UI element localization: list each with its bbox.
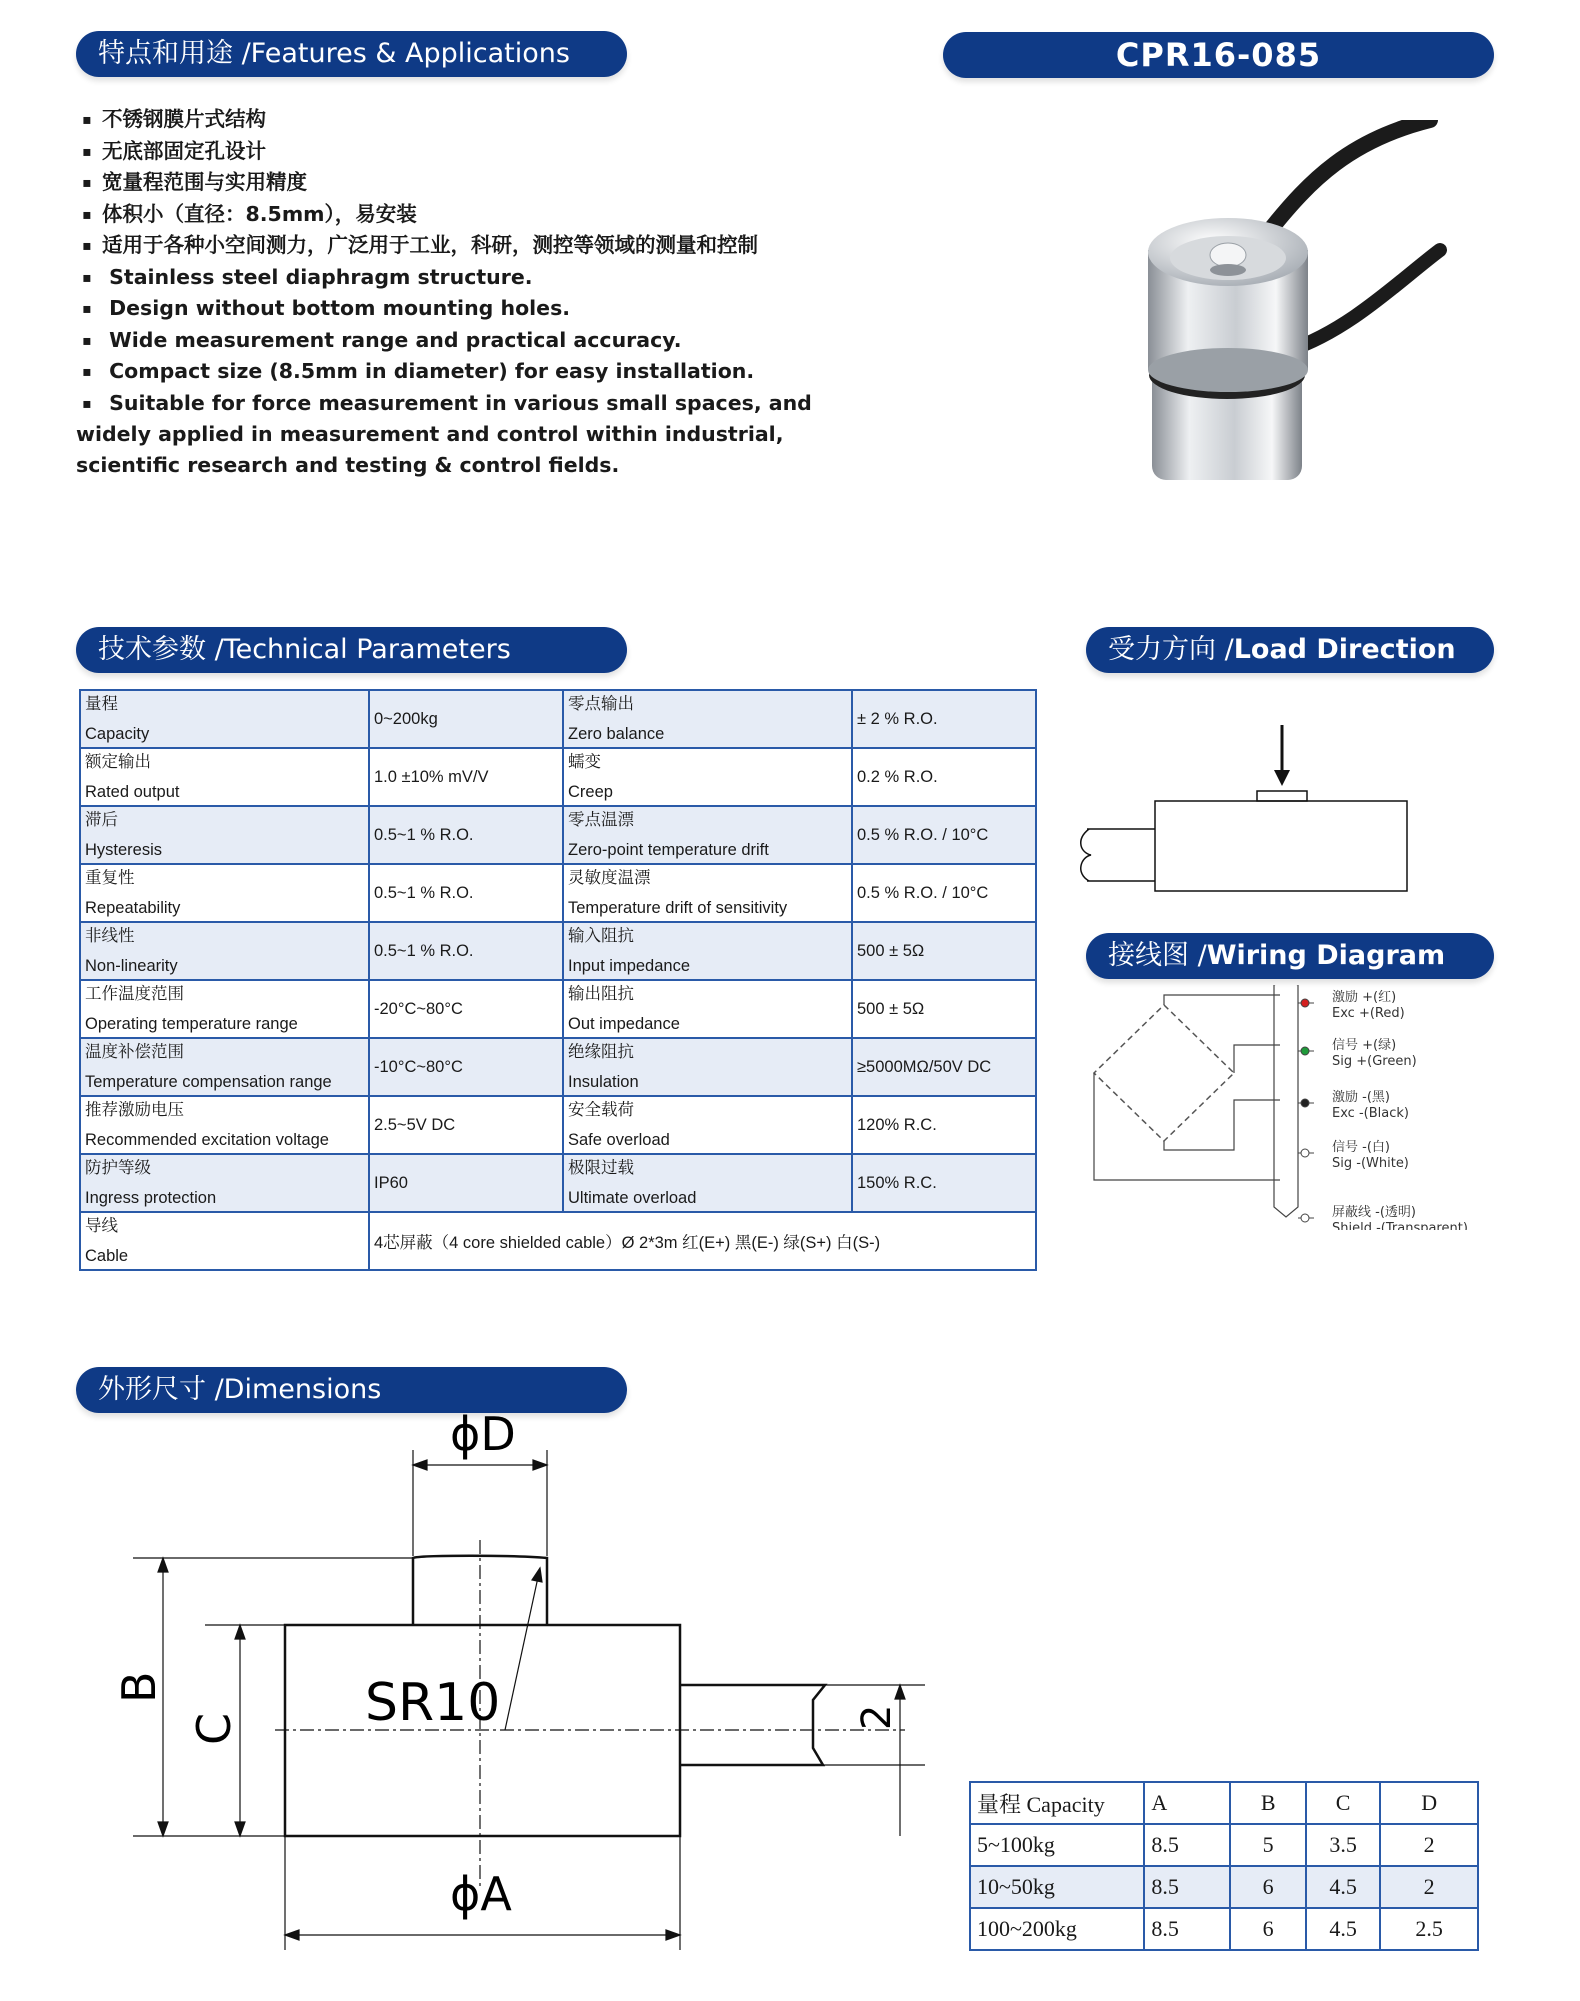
param-row-cable bbox=[80, 1212, 1036, 1270]
feature-item: ▪ Stainless steel diaphragm structure. bbox=[76, 262, 836, 294]
param-value: 4芯屏蔽（4 core shielded cable）Ø 2*3m 红(E+) 黑(E-) 绿(S+) 白(S-) bbox=[369, 1212, 1036, 1270]
dims-cell: 2.5 bbox=[1380, 1908, 1478, 1950]
param-row bbox=[80, 806, 1036, 864]
dims-header-cell: D bbox=[1380, 1782, 1478, 1824]
b-label: B bbox=[112, 1671, 166, 1703]
param-row bbox=[80, 1038, 1036, 1096]
param-row bbox=[80, 864, 1036, 922]
param-row bbox=[80, 980, 1036, 1038]
param-label: 安全载荷 Safe overload bbox=[563, 1096, 852, 1154]
param-row bbox=[80, 922, 1036, 980]
param-value: -10°C~80°C bbox=[369, 1038, 563, 1096]
param-row bbox=[80, 1096, 1036, 1154]
dims-header-row bbox=[970, 1782, 1478, 1824]
param-row bbox=[80, 748, 1036, 806]
param-value: 0.5~1 % R.O. bbox=[369, 806, 563, 864]
params-title: 技术参数 /Technical Parameters bbox=[76, 627, 627, 673]
dims-cell: 6 bbox=[1230, 1908, 1305, 1950]
dimensions-title: 外形尺寸 /Dimensions bbox=[76, 1367, 627, 1413]
wire-label-en: Sig -(White) bbox=[1332, 1156, 1409, 1171]
feature-item: ▪ Compact size (8.5mm in diameter) for easy installation. bbox=[76, 356, 836, 388]
product-photo bbox=[1120, 120, 1450, 500]
wiring-title: 接线图 /Wiring Diagram bbox=[1086, 933, 1494, 979]
dims-row bbox=[970, 1908, 1478, 1950]
dims-cell: 4.5 bbox=[1306, 1908, 1380, 1950]
sr-label: SR10 bbox=[365, 1673, 501, 1733]
wire-label-zh: 激励 -(黑) bbox=[1332, 1090, 1390, 1105]
param-label: 量程 Capacity bbox=[80, 690, 369, 748]
param-label: 蠕变 Creep bbox=[563, 748, 852, 806]
param-value: 120% R.C. bbox=[852, 1096, 1036, 1154]
param-value: 0.5~1 % R.O. bbox=[369, 922, 563, 980]
param-label: 推荐激励电压 Recommended excitation voltage bbox=[80, 1096, 369, 1154]
feature-item: ▪ 体积小（直径：8.5mm），易安装 bbox=[76, 199, 836, 231]
param-value: 0.5~1 % R.O. bbox=[369, 864, 563, 922]
param-label: 额定输出 Rated output bbox=[80, 748, 369, 806]
param-label: 灵敏度温漂 Temperature drift of sensitivity bbox=[563, 864, 852, 922]
feature-item: ▪ 不锈钢膜片式结构 bbox=[76, 104, 836, 136]
param-label: 温度补偿范围 Temperature compensation range bbox=[80, 1038, 369, 1096]
feature-item: ▪ Wide measurement range and practical accuracy. bbox=[76, 325, 836, 357]
param-label: 极限过载 Ultimate overload bbox=[563, 1154, 852, 1212]
param-value: 0.2 % R.O. bbox=[852, 748, 1036, 806]
param-label: 重复性 Repeatability bbox=[80, 864, 369, 922]
dims-cell: 3.5 bbox=[1306, 1824, 1380, 1866]
dimensions-table bbox=[969, 1781, 1479, 1951]
wire-terminal-icon bbox=[1301, 1214, 1309, 1222]
dims-header-cell: A bbox=[1144, 1782, 1230, 1824]
model-title: CPR16-085 bbox=[943, 32, 1494, 78]
dims-header-cell: B bbox=[1230, 1782, 1305, 1824]
param-value: 0~200kg bbox=[369, 690, 563, 748]
param-label: 零点温漂 Zero-point temperature drift bbox=[563, 806, 852, 864]
load-direction-title: 受力方向 /Load Direction bbox=[1086, 627, 1494, 673]
param-row bbox=[80, 1154, 1036, 1212]
wire-label-zh: 激励 +(红) bbox=[1332, 990, 1397, 1005]
wire-label-en: Shield -(Transparent) bbox=[1332, 1221, 1468, 1230]
feature-item: ▪ 宽量程范围与实用精度 bbox=[76, 167, 836, 199]
dims-cell: 8.5 bbox=[1144, 1824, 1230, 1866]
dims-row bbox=[970, 1824, 1478, 1866]
param-value: -20°C~80°C bbox=[369, 980, 563, 1038]
param-value: 500 ± 5Ω bbox=[852, 980, 1036, 1038]
feature-item-continued: widely applied in measurement and control within industrial, scientific research and testing & control fields. bbox=[76, 422, 784, 477]
dims-cell: 4.5 bbox=[1306, 1866, 1380, 1908]
dims-cell: 100~200kg bbox=[970, 1908, 1144, 1950]
dims-cell: 10~50kg bbox=[970, 1866, 1144, 1908]
c-label: C bbox=[187, 1712, 241, 1745]
technical-parameters-table bbox=[79, 689, 1037, 1271]
dims-header-cell: C bbox=[1306, 1782, 1380, 1824]
wire-label-en: Exc +(Red) bbox=[1332, 1006, 1405, 1021]
wire-label-en: Exc -(Black) bbox=[1332, 1106, 1409, 1121]
param-label: 非线性 Non-linearity bbox=[80, 922, 369, 980]
param-value: ± 2 % R.O. bbox=[852, 690, 1036, 748]
feature-item: ▪ Design without bottom mounting holes. bbox=[76, 293, 836, 325]
dims-cell: 6 bbox=[1230, 1866, 1305, 1908]
feature-item: ▪ Suitable for force measurement in various small spaces, and bbox=[76, 388, 836, 420]
feature-item: ▪ 适用于各种小空间测力，广泛用于工业，科研，测控等领域的测量和控制 bbox=[76, 230, 836, 262]
param-value: IP60 bbox=[369, 1154, 563, 1212]
param-label: 防护等级 Ingress protection bbox=[80, 1154, 369, 1212]
dimensions-drawing bbox=[95, 1410, 945, 1970]
wire-label-zh: 信号 -(白) bbox=[1332, 1140, 1390, 1155]
dims-cell: 2 bbox=[1380, 1866, 1478, 1908]
wire-terminal-icon bbox=[1301, 1047, 1309, 1055]
param-row bbox=[80, 690, 1036, 748]
dims-cell: 2 bbox=[1380, 1824, 1478, 1866]
param-label: 导线 Cable bbox=[80, 1212, 369, 1270]
param-label: 输出阻抗 Out impedance bbox=[563, 980, 852, 1038]
param-value: ≥5000MΩ/50V DC bbox=[852, 1038, 1036, 1096]
wire-label-zh: 屏蔽线 -(透明) bbox=[1332, 1205, 1416, 1220]
param-label: 滞后 Hysteresis bbox=[80, 806, 369, 864]
param-value: 0.5 % R.O. / 10°C bbox=[852, 806, 1036, 864]
phi-d-label: ϕD bbox=[450, 1410, 516, 1461]
wire-terminal-icon bbox=[1301, 1099, 1309, 1107]
param-label: 输入阻抗 Input impedance bbox=[563, 922, 852, 980]
features-list bbox=[76, 104, 836, 480]
phi-a-label: ϕA bbox=[450, 1867, 512, 1921]
feature-item: ▪ 无底部固定孔设计 bbox=[76, 136, 836, 168]
cable-icon bbox=[1270, 120, 1430, 230]
dims-cell: 5~100kg bbox=[970, 1824, 1144, 1866]
param-value: 150% R.C. bbox=[852, 1154, 1036, 1212]
param-label: 绝缘阻抗 Insulation bbox=[563, 1038, 852, 1096]
features-title: 特点和用途 /Features & Applications bbox=[76, 31, 627, 77]
param-value: 0.5 % R.O. / 10°C bbox=[852, 864, 1036, 922]
param-label: 工作温度范围 Operating temperature range bbox=[80, 980, 369, 1038]
dims-row bbox=[970, 1866, 1478, 1908]
dims-cell: 8.5 bbox=[1144, 1866, 1230, 1908]
param-value: 2.5~5V DC bbox=[369, 1096, 563, 1154]
wire-label-en: Sig +(Green) bbox=[1332, 1054, 1417, 1069]
param-label: 零点输出 Zero balance bbox=[563, 690, 852, 748]
wiring-diagram bbox=[1086, 985, 1496, 1230]
param-value: 1.0 ±10% mV/V bbox=[369, 748, 563, 806]
load-direction-diagram bbox=[1075, 715, 1415, 895]
wire-label-zh: 信号 +(绿) bbox=[1332, 1038, 1397, 1053]
wire-terminal-icon bbox=[1301, 1149, 1309, 1157]
param-value: 500 ± 5Ω bbox=[852, 922, 1036, 980]
dims-header-cell: 量程 Capacity bbox=[970, 1782, 1144, 1824]
dims-cell: 5 bbox=[1230, 1824, 1305, 1866]
dims-cell: 8.5 bbox=[1144, 1908, 1230, 1950]
two-label: 2 bbox=[854, 1704, 900, 1730]
wire-terminal-icon bbox=[1301, 999, 1309, 1007]
